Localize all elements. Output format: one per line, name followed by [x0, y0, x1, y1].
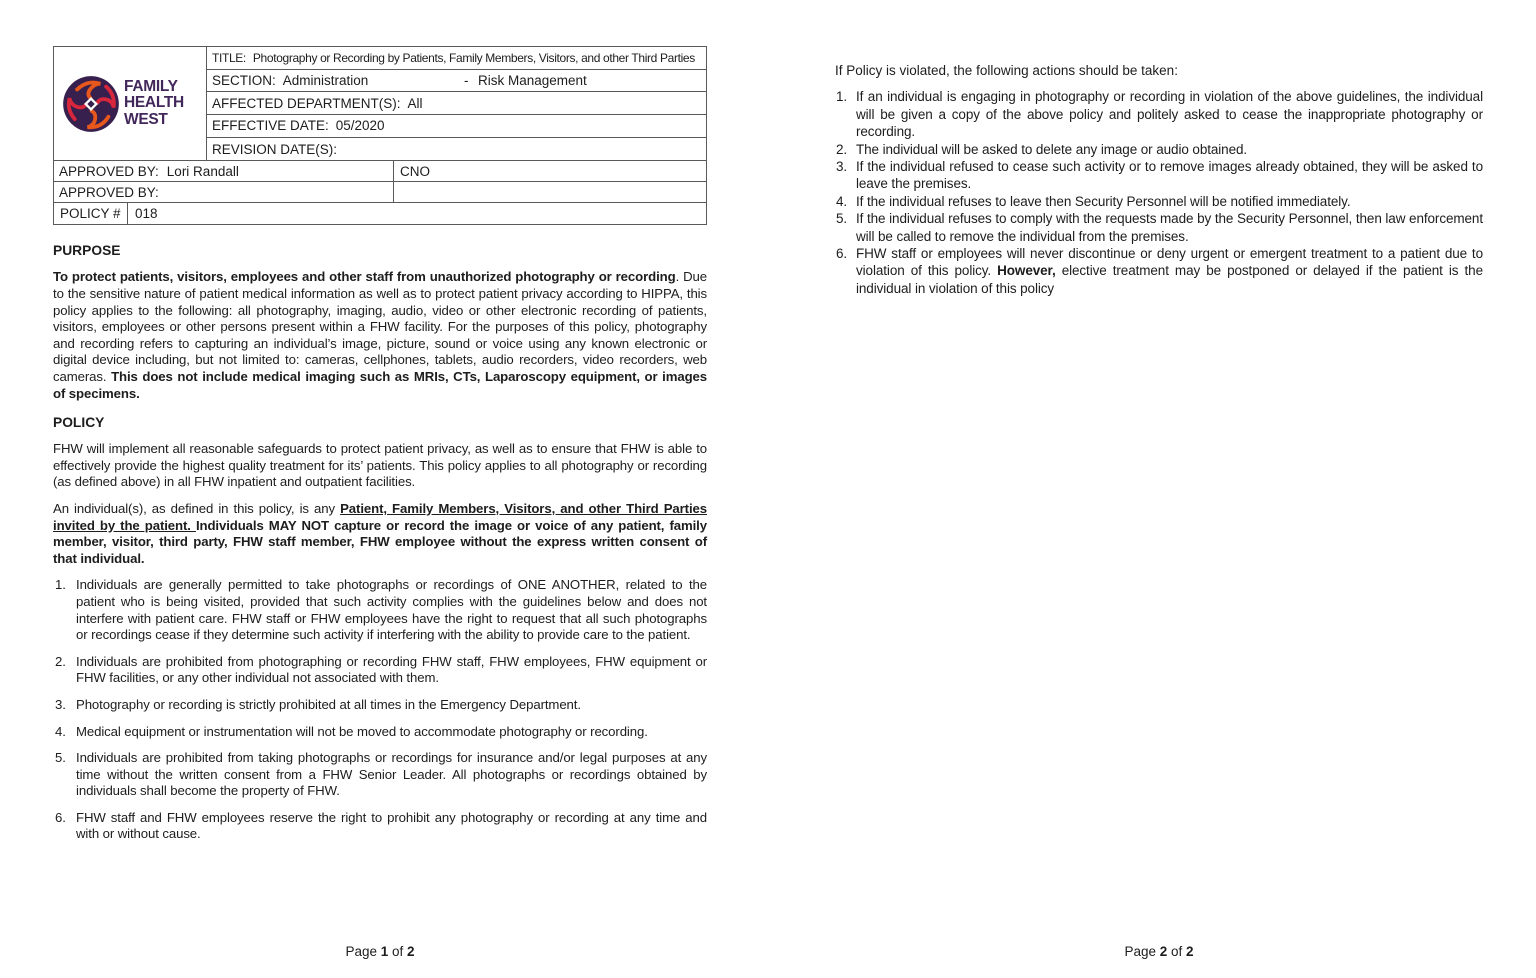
list-item — [53, 577, 707, 643]
policy-p2-underlined: Patient, Family Members, Visitors, and other Third Parties invited by the patient. — [53, 500, 707, 533]
list-number: 3. — [55, 696, 66, 712]
footer-word-page: Page — [345, 944, 377, 959]
affected-departments-label: AFFECTED DEPARTMENT(S): — [212, 95, 401, 111]
list-text: Individuals are prohibited from taking photographs or recordings for insurance and/or legal purposes at any time without the written consent from a FHW Senior Leader. All photographs or recordings obtained by individuals shall become the property of FHW. — [76, 750, 707, 799]
page-1-footer — [53, 944, 707, 959]
list-text: Photography or recording is strictly prohibited at all times in the Emergency Department. — [76, 696, 581, 712]
section-label: SECTION: — [212, 73, 276, 89]
section-row — [207, 70, 706, 93]
list-number: 6. — [836, 246, 848, 262]
list-text — [856, 245, 1483, 297]
page-2-footer — [835, 944, 1483, 959]
list-number: 2. — [836, 141, 848, 157]
policy-page-1 — [53, 46, 707, 853]
approved-by-row-1 — [54, 161, 706, 182]
approved-by-1-cell — [54, 161, 394, 181]
logo-line-west: WEST — [124, 110, 168, 128]
revision-date-label: REVISION DATE(S): — [212, 141, 338, 157]
title-label: TITLE: — [212, 50, 246, 65]
revision-date-row — [207, 138, 706, 161]
list-number: 5. — [55, 750, 66, 766]
list-number: 4. — [836, 193, 848, 209]
approved-by-1-label: APPROVED BY: — [59, 163, 159, 179]
violation-action-list — [835, 88, 1483, 297]
purpose-paragraph — [53, 269, 707, 402]
affected-departments-value: All — [407, 95, 423, 111]
item6-tail: elective treatment may be postponed or delayed if the patient is the individual in violation of this policy — [856, 263, 1483, 296]
list-item — [835, 88, 1483, 140]
policy-heading: POLICY — [53, 415, 105, 431]
policy-number-value: 018 — [135, 206, 158, 222]
list-number: 5. — [836, 211, 848, 227]
item6-lead: FHW staff or employees will never discontinue or deny urgent or emergent treatment to a patient due to violation of this policy. — [856, 246, 1483, 279]
list-item — [53, 654, 707, 687]
approved-by-1-name: Lori Randall — [166, 163, 239, 179]
list-number: 1. — [55, 577, 66, 593]
footer-word-page: Page — [1124, 944, 1156, 959]
section-dash: - — [464, 73, 469, 89]
effective-date-value: 05/2020 — [335, 118, 385, 134]
purpose-bold-lead: To protect patients, visitors, employees and other staff from unauthorized photography or recording — [53, 269, 676, 285]
approved-by-row-2 — [54, 182, 706, 203]
list-number: 1. — [836, 89, 848, 105]
fhw-logo-icon — [62, 74, 120, 134]
list-item — [835, 158, 1483, 193]
list-item — [53, 810, 707, 843]
policy-paragraph-2 — [53, 501, 707, 567]
footer-total-pages: 2 — [407, 944, 415, 959]
list-text: Individuals are prohibited from photographing or recording FHW staff, FHW employees, FHW equipment or FHW facilities, or any other individual not associated with them. — [76, 653, 707, 686]
list-number: 2. — [55, 653, 66, 669]
effective-date-row — [207, 115, 706, 138]
list-text: If the individual refused to cease such activity or to remove images already obtained, they will be asked to leave the premises. — [856, 159, 1483, 192]
list-item — [53, 750, 707, 800]
purpose-bold-tail: This does not include medical imaging such as MRIs, CTs, Laparoscopy equipment, or images of specimens. — [53, 369, 707, 401]
policy-p2-bold: Individuals MAY NOT capture or record the image or voice of any patient, family member, visitor, third party, FHW staff member, FHW employee without the express written consent of that individual. — [53, 517, 707, 566]
list-number: 4. — [55, 723, 66, 739]
approved-by-2-title-cell — [394, 182, 706, 202]
approved-by-2-cell — [54, 182, 394, 202]
list-text: If the individual refuses to comply with the requests made by the Security Personnel, then law enforcement will be called to remove the individual from the premises. — [856, 211, 1483, 244]
footer-page-number: 2 — [1159, 944, 1168, 959]
list-text: If an individual is engaging in photography or recording in violation of the above guidelines, the individual will be given a copy of the above policy and politely asked to cease the inappropriate photography or recording. — [856, 89, 1483, 140]
item6-bold-however: However, — [997, 263, 1056, 279]
affected-departments-row — [207, 92, 706, 115]
footer-word-of: of — [1171, 944, 1183, 959]
list-text: If the individual refuses to leave then Security Personnel will be notified immediately. — [856, 193, 1351, 209]
logo-line-family: FAMILY — [124, 77, 178, 95]
list-number: 6. — [55, 809, 66, 825]
violation-intro: If Policy is violated, the following actions should be taken: — [835, 63, 1178, 78]
policy-number-label: POLICY # — [54, 203, 128, 224]
list-text: The individual will be asked to delete any image or audio obtained. — [856, 141, 1248, 157]
list-item — [53, 697, 707, 714]
footer-word-of: of — [392, 944, 404, 959]
policy-guideline-list — [53, 577, 707, 843]
header-rows — [207, 47, 706, 160]
list-item — [835, 210, 1483, 245]
list-number: 3. — [836, 159, 848, 175]
list-item — [835, 245, 1483, 297]
footer-total-pages: 2 — [1186, 944, 1194, 959]
logo-wordmark — [124, 79, 184, 129]
list-item — [835, 193, 1483, 210]
logo-line-health: HEALTH — [124, 94, 184, 112]
policy-number-row — [54, 203, 706, 224]
approved-by-1-title-cell: CNO — [400, 163, 430, 179]
logo-cell — [54, 47, 207, 160]
policy-page-2 — [835, 62, 1483, 297]
header-table-top — [54, 47, 706, 161]
list-text: FHW staff and FHW employees reserve the right to prohibit any photography or recording at any time and with or without cause. — [76, 809, 707, 842]
list-text: Individuals are generally permitted to take photographs or recordings of ONE ANOTHER, related to the patient who is being visited, provided that such activity complies with the guidelines below and does not interfere with patient care. FHW staff or FHW employees have the right to request that all such photographs or recordings cease if they determine such activity if interfering with the ability to provide care to the patient. — [76, 577, 707, 643]
policy-paragraph-1: FHW will implement all reasonable safeguards to protect patient privacy, as well as to ensure that FHW is able to effectively provide the highest quality treatment for its’ patients. This policy applies to all photography or recording (as defined above) in all FHW inpatient and outpatient facilities. — [53, 441, 707, 490]
policy-header-table — [53, 46, 707, 225]
purpose-body-text: . Due to the sensitive nature of patient medical information as well as to protect patient privacy according to HIPPA, this policy applies to the following: all photography, imaging, audio, video or other electronic recording of patients, visitors, employees or other persons present within a FHW facility. For the purposes of this policy, photography and recording refers to capturing an individual’s image, picture, sound or voice using any known electronic or digital device including, but not limited to: cameras, cellphones, tablets, audio recorders, video recorders, web cameras. — [53, 269, 707, 384]
list-item — [835, 141, 1483, 158]
list-text: Medical equipment or instrumentation will not be moved to accommodate photography or recording. — [76, 723, 648, 739]
section-value-2: Risk Management — [478, 73, 587, 89]
title-row — [207, 47, 706, 70]
footer-page-number: 1 — [380, 944, 389, 959]
section-value: Administration — [282, 73, 369, 89]
title-value: Photography or Recording by Patients, Family Members, Visitors, and other Third Parties — [252, 50, 695, 65]
purpose-heading: PURPOSE — [53, 243, 121, 259]
list-item — [53, 724, 707, 741]
effective-date-label: EFFECTIVE DATE: — [212, 118, 329, 134]
approved-by-2-label: APPROVED BY: — [59, 184, 159, 200]
policy-p2-lead: An individual(s), as defined in this policy, is any — [53, 500, 341, 516]
